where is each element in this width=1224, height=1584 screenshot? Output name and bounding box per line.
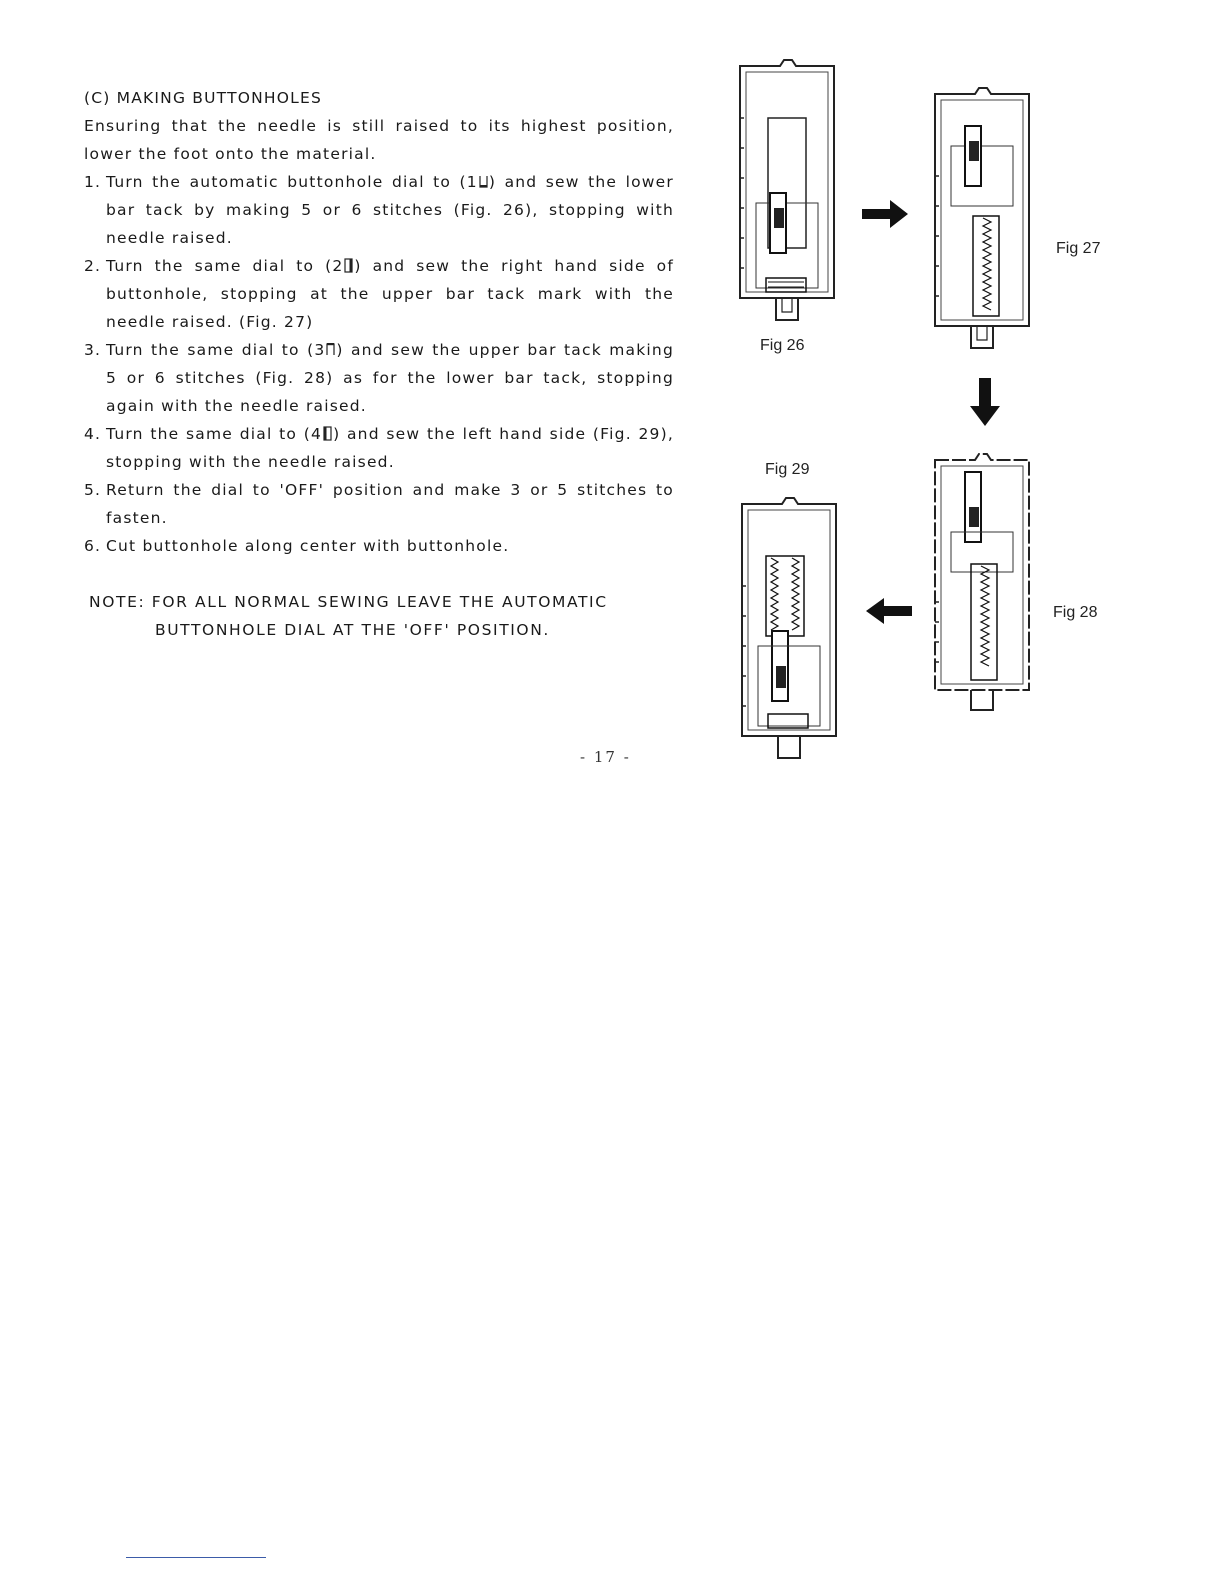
step-text: Return the dial to 'OFF' position and make 3 or 5 stitches to fasten.	[106, 481, 674, 527]
fig26-presser-foot-illustration	[736, 58, 840, 328]
fig27-presser-foot-illustration	[931, 86, 1035, 356]
dial-lower-bar-tack-icon	[479, 174, 488, 189]
note-block	[89, 588, 679, 644]
fig28-presser-foot-illustration	[931, 452, 1035, 717]
step-number: 1.	[84, 173, 102, 191]
step-1	[84, 168, 674, 252]
intro-paragraph: Ensuring that the needle is still raised to its highest position, lower the foot onto the material.	[84, 117, 674, 163]
step-5	[84, 476, 674, 532]
step-3	[84, 336, 674, 420]
step-number: 5.	[84, 481, 102, 499]
step-number: 6.	[84, 537, 102, 555]
step-text-before: Turn the same dial to (4	[106, 425, 323, 443]
arrow-down-icon	[970, 378, 1000, 426]
steps-list	[84, 168, 674, 560]
step-text-after: ) and sew the left hand side (Fig. 29), stopping with the needle raised.	[106, 425, 674, 471]
note-line-2: BUTTONHOLE DIAL AT THE 'OFF' POSITION.	[155, 621, 550, 639]
fig29-label: Fig 29	[765, 461, 810, 478]
step-text-after: ) and sew the right hand side of buttonhole, stopping at the upper bar tack mark with the needle raised. (Fig. 27)	[106, 257, 674, 331]
section-heading: (C) MAKING BUTTONHOLES	[84, 89, 323, 107]
step-number: 3.	[84, 341, 102, 359]
step-text-before: Turn the same dial to (2	[106, 257, 344, 275]
fig26-label: Fig 26	[760, 337, 805, 354]
note-line-1: NOTE: FOR ALL NORMAL SEWING LEAVE THE AUTOMATIC	[89, 593, 608, 611]
step-text-after: ) and sew the lower bar tack by making 5 or 6 stitches (Fig. 26), stopping with needle raised.	[106, 173, 674, 247]
step-2	[84, 252, 674, 336]
step-text-before: Turn the same dial to (3	[106, 341, 326, 359]
dial-upper-bar-tack-icon	[326, 342, 335, 357]
step-4	[84, 420, 674, 476]
step-text: Cut buttonhole along center with buttonhole.	[106, 537, 510, 555]
dial-right-side-icon	[344, 258, 353, 273]
step-6	[84, 532, 674, 560]
step-number: 2.	[84, 257, 102, 275]
dial-left-side-icon	[323, 426, 332, 441]
page-number: - 17 -	[580, 748, 631, 766]
footer-rule	[126, 1557, 266, 1558]
arrow-right-icon	[862, 200, 908, 228]
fig27-label: Fig 27	[1056, 240, 1101, 257]
fig29-presser-foot-illustration	[738, 496, 842, 764]
step-text-before: Turn the automatic buttonhole dial to (1	[106, 173, 478, 191]
arrow-left-icon	[866, 598, 912, 624]
step-number: 4.	[84, 425, 102, 443]
instructions-column	[84, 84, 674, 560]
step-text-after: ) and sew the upper bar tack making 5 or 6 stitches (Fig. 28) as for the lower bar tack, stopping again with the needle raised.	[106, 341, 674, 415]
fig28-label: Fig 28	[1053, 604, 1098, 621]
